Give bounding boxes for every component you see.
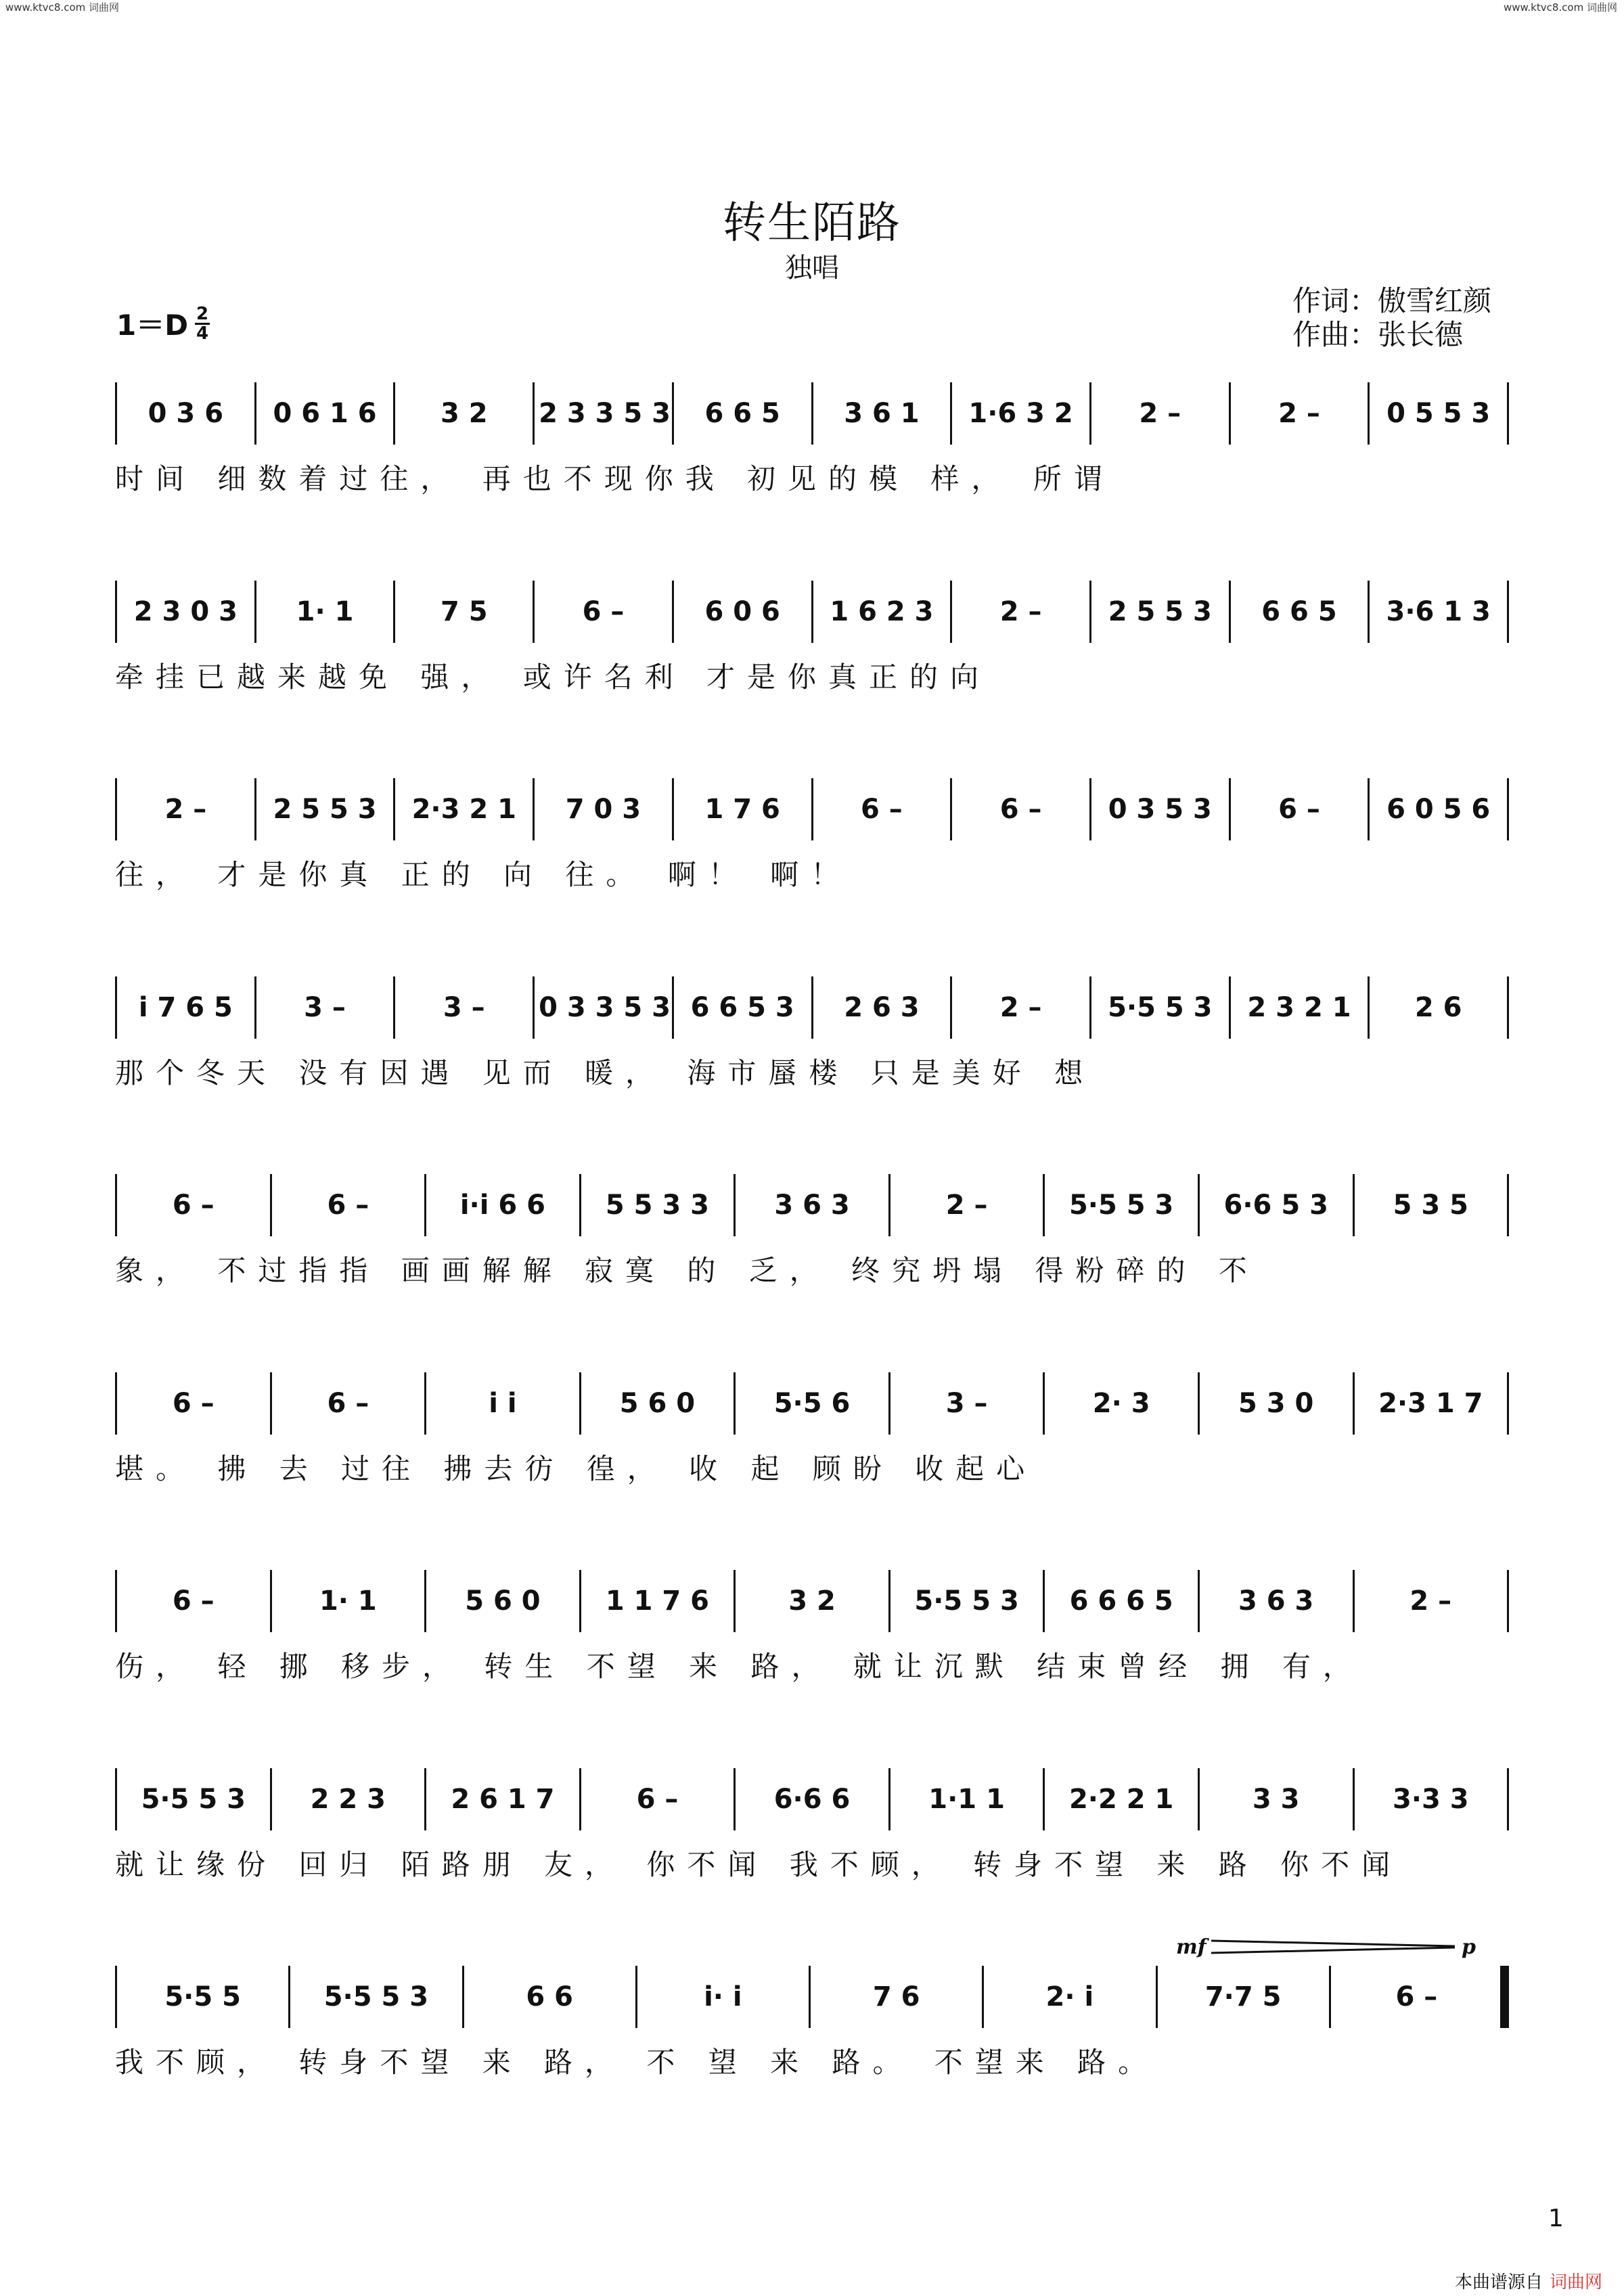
measure: 0 3 6	[115, 382, 254, 445]
measure: 6 6 6 5	[1043, 1570, 1198, 1632]
measure: 5·5 5	[115, 1966, 288, 2028]
measure: 2 –	[888, 1174, 1043, 1236]
measure: 5 3 0	[1198, 1372, 1353, 1435]
score-system	[0, 1372, 1624, 1548]
time-bottom: 4	[196, 323, 209, 344]
measure: 6 –	[115, 1372, 270, 1435]
measure: 3 2	[734, 1570, 888, 1632]
score-system	[0, 778, 1624, 954]
lyrics-line: 就让缘份 回归 陌路朋 友， 你不闻 我不顾， 转身不望 来 路 你不闻	[115, 1848, 1403, 1881]
measure: 5·5 5 3	[288, 1966, 461, 2028]
measure: 5 6 0	[579, 1372, 734, 1435]
measure: 6·6 6	[734, 1768, 888, 1830]
measure: 7 5	[393, 581, 533, 643]
measure: 1·1 1	[888, 1768, 1043, 1830]
measure: 6 6 5 3	[672, 976, 811, 1039]
measure: 0 6 1 6	[254, 382, 394, 445]
measure: 2 –	[1229, 382, 1368, 445]
song-subtitle: 独唱	[785, 252, 839, 284]
measure: 6 –	[811, 778, 951, 840]
measure: 5·5 5 3	[1089, 976, 1229, 1039]
staff-line	[115, 1372, 1509, 1435]
time-top: 2	[196, 303, 209, 324]
staff-line	[115, 1174, 1509, 1236]
measure: 6 –	[1329, 1966, 1509, 2028]
measure: 6 0 5 6	[1368, 778, 1507, 840]
measure: 7·7 5	[1156, 1966, 1329, 2028]
measure: 1 6 2 3	[811, 581, 951, 643]
measure: 1·6 3 2	[950, 382, 1089, 445]
measure: 2 2 3	[270, 1768, 425, 1830]
measure: 6 –	[270, 1372, 425, 1435]
measure: 1 7 6	[672, 778, 811, 840]
measure: 0 3 5 3	[1089, 778, 1229, 840]
measure: 3 6 3	[1198, 1570, 1353, 1632]
score-system	[0, 1966, 1624, 2142]
score-system	[0, 1570, 1624, 1746]
measure: 1· 1	[270, 1570, 425, 1632]
footer	[1455, 2268, 1602, 2293]
key-signature	[116, 303, 210, 344]
measure: 2 –	[115, 778, 254, 840]
lyrics-line: 象， 不过指指 画画解解 寂寞 的 乏， 终究坍塌 得粉碎的 不	[115, 1254, 1259, 1287]
key-label: 1＝D	[116, 309, 189, 342]
measure: 2 3 3 5 3	[533, 382, 672, 445]
staff-line	[115, 976, 1509, 1039]
measure: 7 0 3	[533, 778, 672, 840]
dynamic-p: p	[1462, 1935, 1476, 1959]
staff-line	[115, 1768, 1509, 1830]
staff-line	[115, 778, 1509, 840]
measure: 3 –	[888, 1372, 1043, 1435]
staff-line	[115, 1570, 1509, 1632]
measure: 5·5 5 3	[1043, 1174, 1198, 1236]
measure: 2·3 1 7	[1353, 1372, 1508, 1435]
lyrics-line: 往， 才是你真 正的 向 往。 啊！ 啊！	[115, 858, 852, 891]
measure: 6·6 5 3	[1198, 1174, 1353, 1236]
measure: 1 1 7 6	[579, 1570, 734, 1632]
measure: 5 6 0	[424, 1570, 579, 1632]
measure: 3 2	[393, 382, 533, 445]
measure: 6 6 5	[672, 382, 811, 445]
lyrics-line: 伤， 轻 挪 移步， 转生 不望 来 路， 就让沉默 结束曾经 拥 有，	[115, 1650, 1363, 1683]
staff-line	[115, 1966, 1509, 2028]
measure: i i	[424, 1372, 579, 1435]
lyrics-line: 堪。 拂 去 过往 拂去彷 徨， 收 起 顾盼 收起心	[115, 1452, 1037, 1485]
score-system	[0, 581, 1624, 757]
measure: 6 –	[115, 1570, 270, 1632]
lyrics-line: 时间 细数着过往， 再也不现你我 初见的模 样， 所谓	[115, 462, 1114, 495]
measure: 6 –	[115, 1174, 270, 1236]
measure: 3 3	[1198, 1768, 1353, 1830]
measure: i·i 6 6	[424, 1174, 579, 1236]
measure: 6 6	[462, 1966, 635, 2028]
measure: 5·5 6	[734, 1372, 888, 1435]
measure: 2 3 0 3	[115, 581, 254, 643]
measure: 5 3 5	[1353, 1174, 1508, 1236]
site-header-left: www.ktvc8.com 词曲网	[5, 1, 120, 14]
measure: 7 6	[809, 1966, 982, 2028]
dynamic-mf: mf	[1176, 1935, 1206, 1959]
staff-line	[115, 382, 1509, 445]
measure: 6 –	[270, 1174, 425, 1236]
measure: 2 –	[950, 976, 1089, 1039]
lyricist: 作词：傲雪红颜	[1292, 284, 1492, 317]
measure: 0 3 3 5 3	[533, 976, 672, 1039]
lyrics-line: 那个冬天 没有因遇 见而 暖， 海市蜃楼 只是美好 想	[115, 1056, 1096, 1089]
measure: 2· i	[982, 1966, 1155, 2028]
measure: 3 –	[393, 976, 533, 1039]
measure: 2 5 5 3	[1089, 581, 1229, 643]
credits	[1292, 284, 1491, 352]
measure: 2 5 5 3	[254, 778, 394, 840]
measure: 1· 1	[254, 581, 394, 643]
measure: 0 5 5 3	[1368, 382, 1507, 445]
decrescendo-hairpin	[1211, 1937, 1455, 1957]
measure: 3·6 1 3	[1368, 581, 1507, 643]
footer-brand: 词曲网	[1550, 2272, 1603, 2293]
measure: 6 –	[1229, 778, 1368, 840]
measure: 6 –	[950, 778, 1089, 840]
measure: 6 0 6	[672, 581, 811, 643]
measure: 2· 3	[1043, 1372, 1198, 1435]
measure: 6 –	[579, 1768, 734, 1830]
measure: 3·3 3	[1353, 1768, 1508, 1830]
measure: 2 –	[1089, 382, 1229, 445]
measure: 2 6 1 7	[424, 1768, 579, 1830]
measure: 5 5 3 3	[579, 1174, 734, 1236]
measure: 3 6 1	[811, 382, 951, 445]
measure: 3 –	[254, 976, 394, 1039]
time-signature	[195, 305, 210, 342]
measure: 2·2 2 1	[1043, 1768, 1198, 1830]
measure: 3 6 3	[734, 1174, 888, 1236]
measure: 2·3 2 1	[393, 778, 533, 840]
score-system	[0, 976, 1624, 1152]
measure: 6 –	[533, 581, 672, 643]
song-title: 转生陌路	[723, 198, 901, 248]
measure: 2 6 3	[811, 976, 951, 1039]
staff-line	[115, 581, 1509, 643]
measure: i· i	[635, 1966, 809, 2028]
lyrics-line: 牵挂已越来越免 强， 或许名利 才是你真正的向	[115, 660, 991, 694]
measure: 2 6	[1368, 976, 1507, 1039]
site-header-right: www.ktvc8.com 词曲网	[1503, 1, 1617, 14]
page-number: 1	[1548, 2205, 1564, 2232]
measure: 2 –	[950, 581, 1089, 643]
measure: i 7 6 5	[115, 976, 254, 1039]
score-system	[0, 382, 1624, 558]
measure: 2 –	[1353, 1570, 1508, 1632]
measure: 2 3 2 1	[1229, 976, 1368, 1039]
measure: 5·5 5 3	[888, 1570, 1043, 1632]
score-system	[0, 1768, 1624, 1944]
score-system	[0, 1174, 1624, 1350]
lyrics-line: 我不顾， 转身不望 来 路， 不 望 来 路。 不望来 路。	[115, 2046, 1159, 2079]
footer-text: 本曲谱源自	[1455, 2272, 1543, 2293]
measure: 5·5 5 3	[115, 1768, 270, 1830]
measure: 6 6 5	[1229, 581, 1368, 643]
composer: 作曲：张长德	[1292, 318, 1464, 351]
